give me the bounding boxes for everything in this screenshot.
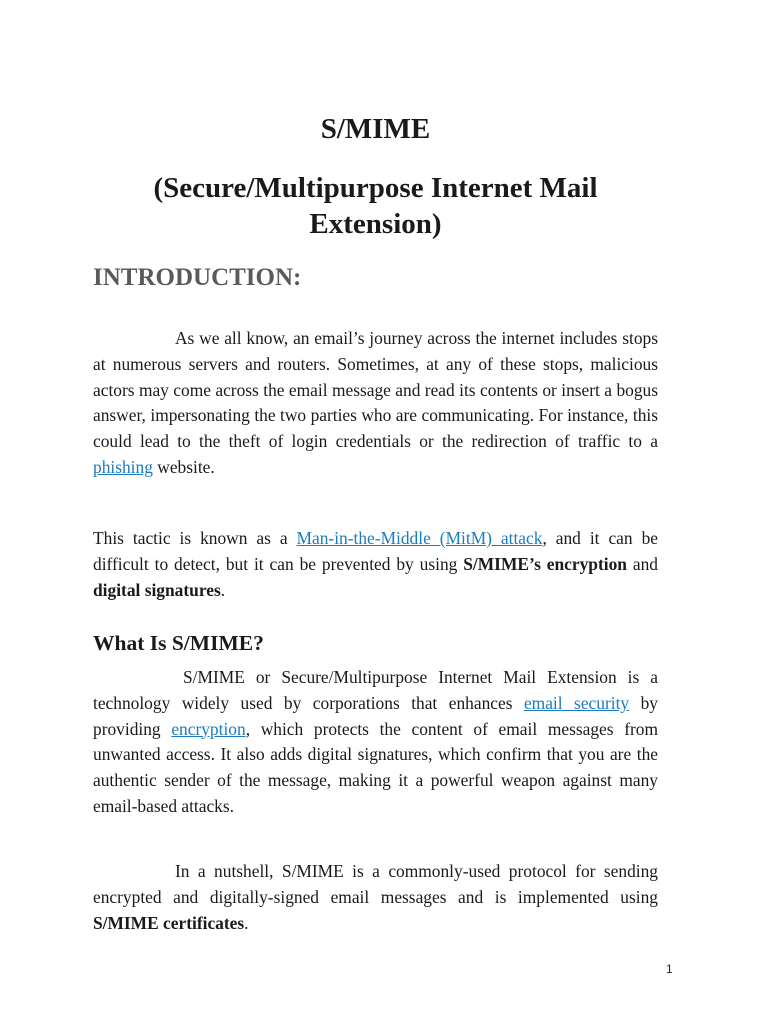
encryption-link[interactable]: encryption [171,718,246,739]
introduction-heading: INTRODUCTION: [93,264,302,291]
email-security-link[interactable]: email security [523,692,630,713]
what-text-before-link: S/MIME or Secure/Multipurpose Internet Mail Extension is a technology widely used by corporations that enhances [93,667,658,713]
nutshell-text-end: . [244,912,249,933]
what-text-providing: by providing [93,692,658,739]
mitm-text-before-link: This tactic is known as a [93,528,297,548]
phishing-link[interactable]: phishing [93,456,153,477]
mitm-bold-encryption: S/MIME’s encryption [463,553,627,574]
what-paragraph [93,665,658,820]
nutshell-text-before-bold: In a nutshell, S/MIME is a commonly-used protocol for sending encrypted and digitally-signed email messages and is implemented using [93,861,658,907]
what-is-smime-heading: What Is S/MIME? [93,631,264,655]
document-subtitle: (Secure/Multipurpose Internet Mail Extension) [153,172,598,240]
mitm-text-and: and [626,553,659,574]
mitm-text-end: . [220,579,226,600]
mitm-bold-signatures: digital signatures [93,579,221,600]
mitm-text-middle: , and it can be difficult to detect, but it can be prevented by using [93,528,658,574]
intro-text-after-link: website. [152,456,215,477]
nutshell-paragraph [93,859,658,936]
mitm-attack-link[interactable]: Man-in-the-Middle (MitM) attack [296,528,543,548]
what-text-after: , which protects the content of email messages from unwanted access. It also adds digital signatures, which confirm that you are the authentic sender of the message, making it a powerful weapon against many email-based attacks. [93,718,658,816]
nutshell-bold-certificates: S/MIME certificates [93,912,245,933]
intro-paragraph [93,326,658,481]
mitm-paragraph [93,526,658,603]
intro-text-before-link: As we all know, an email’s journey across the internet includes stops at numerous servers and routers. Sometimes, at any of these stops, malicious actors may come across the email message and read its contents or insert a bogus answer, impersonating the two parties who are communicating. For instance, this could lead to the theft of login credentials or the redirection of traffic to a [93,328,658,452]
document-title: S/MIME [320,113,431,145]
page-number: 1 [666,962,673,976]
